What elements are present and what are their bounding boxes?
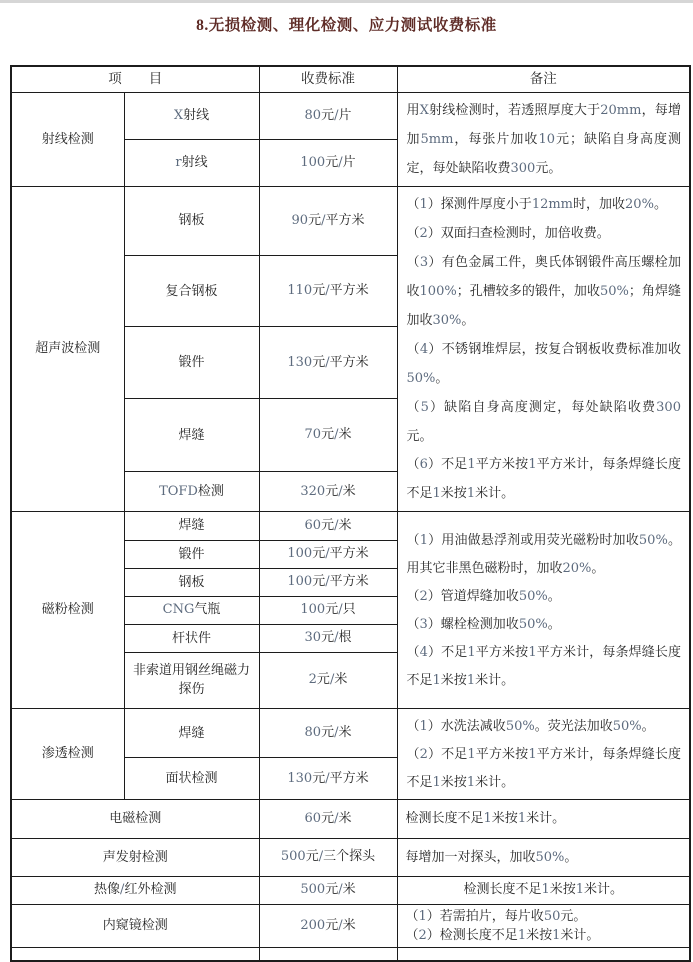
fee-cell: 500元/三个探头 <box>259 838 397 876</box>
item-cell: r射线 <box>124 139 259 186</box>
fee-cell: 90元/平方米 <box>259 186 397 256</box>
note-line: 用X射线检测时，若透照厚度大于20mm，每增加5mm，每张片加收10元；缺陷自身高度测定，每处缺陷收费300元。 <box>406 101 681 176</box>
item-cell: 复合钢板 <box>124 256 259 327</box>
table-row <box>11 904 690 947</box>
page-top-edge <box>0 0 693 3</box>
note-line: 每增加一对探头，加收50%。 <box>405 848 578 865</box>
item-cell: 焊缝 <box>124 511 259 540</box>
note-line: 检测长度不足1米按1米计。 <box>463 881 624 898</box>
partial-row <box>11 947 690 961</box>
fee-cell <box>259 947 397 961</box>
note-line: （2）不足1平方米按1平方米计，每条焊缝长度不足1米按1米计。 <box>406 745 681 790</box>
note-line: （4）不足1平方米按1平方米计，每条焊缝长度不足1米按1米计。 <box>406 643 681 688</box>
note-line: （2）检测长度不足1米按1米计。 <box>405 926 600 943</box>
fee-cell: 130元/平方米 <box>259 327 397 399</box>
fee-cell: 130元/平方米 <box>259 758 397 799</box>
item-cell: 非索道用钢丝绳磁力探伤 <box>124 652 259 708</box>
note-cell-ultrasonic <box>397 186 690 511</box>
item-cell: 焊缝 <box>124 399 259 472</box>
note-line: （1）若需拍片，每片收50元。 <box>405 907 587 924</box>
note-line: （6）不足1平方米按1平方米计，每条焊缝长度不足1米按1米计。 <box>406 455 681 501</box>
fee-cell: 100元/平方米 <box>259 540 397 568</box>
note-cell-endoscope <box>397 904 690 947</box>
item-cell: 钢板 <box>124 568 259 596</box>
category-ultrasonic: 超声波检测 <box>11 186 124 511</box>
fee-cell: 60元/米 <box>259 511 397 540</box>
doc-title: 8.无损检测、理化检测、应力测试收费标准 <box>196 17 497 34</box>
table-row <box>11 511 690 540</box>
note-line: （3）有色金属工件，奥氏体钢锻件高压螺栓加收100%；孔槽较多的锻件，加收50%；角焊缝加收30%。 <box>406 253 681 328</box>
table-row <box>11 186 690 256</box>
item-cell: 锻件 <box>124 327 259 399</box>
category-radiographic: 射线检测 <box>11 92 124 186</box>
table-row <box>11 708 690 758</box>
item-cell: 杆状件 <box>124 624 259 652</box>
note-cell-radiographic <box>397 92 690 186</box>
header-item: 项 目 <box>11 66 259 92</box>
item-cell: 焊缝 <box>124 708 259 758</box>
item-cell: TOFD检测 <box>124 472 259 511</box>
note-line: （5）缺陷自身高度测定，每处缺陷收费300元。 <box>406 398 681 443</box>
note-line: （2）管道焊缝加收50%。 <box>406 587 561 604</box>
fee-cell: 2元/米 <box>259 652 397 708</box>
note-line: 检测长度不足1米按1米计。 <box>405 810 566 826</box>
category-acoustic-emission: 声发射检测 <box>11 838 259 876</box>
item-cell: X射线 <box>124 92 259 139</box>
table-row <box>11 799 690 838</box>
category-endoscope: 内窥镜检测 <box>11 904 259 947</box>
category-magnetic: 磁粉检测 <box>11 511 124 708</box>
header-row <box>11 66 690 92</box>
note-line: （1）水洗法减收50%。荧光法加收50%。 <box>406 717 655 734</box>
item-cell <box>11 947 259 961</box>
note-cell-electromagnetic <box>397 799 690 838</box>
fee-cell: 70元/米 <box>259 399 397 472</box>
fee-cell: 80元/片 <box>259 92 397 139</box>
item-cell: 面状检测 <box>124 758 259 799</box>
fee-cell: 80元/米 <box>259 708 397 758</box>
note-line: （2）双面扫查检测时，加倍收费。 <box>406 224 610 241</box>
note-line: （4）不锈钢堆焊层，按复合钢板收费标准加收50%。 <box>406 340 681 386</box>
fee-cell: 110元/平方米 <box>259 256 397 327</box>
item-cell: 钢板 <box>124 186 259 256</box>
item-cell: CNG气瓶 <box>124 596 259 624</box>
fee-cell: 100元/平方米 <box>259 568 397 596</box>
fee-table <box>10 65 691 962</box>
table-row <box>11 876 690 904</box>
fee-cell: 320元/米 <box>259 472 397 511</box>
fee-cell: 500元/米 <box>259 876 397 904</box>
note-cell <box>397 947 690 961</box>
fee-cell: 100元/片 <box>259 139 397 186</box>
fee-cell: 30元/根 <box>259 624 397 652</box>
fee-cell: 200元/米 <box>259 904 397 947</box>
fee-cell: 100元/只 <box>259 596 397 624</box>
category-electromagnetic: 电磁检测 <box>11 799 259 838</box>
note-cell-thermal-infrared <box>397 876 690 904</box>
fee-cell: 60元/米 <box>259 799 397 838</box>
header-note: 备注 <box>397 66 690 92</box>
category-penetrant: 渗透检测 <box>11 708 124 799</box>
note-cell-magnetic <box>397 511 690 708</box>
note-cell-penetrant <box>397 708 690 799</box>
note-line: （1）用油做悬浮剂或用荧光磁粉时加收50%。用其它非黑色磁粉时，加收20%。 <box>406 531 681 576</box>
table-row <box>11 92 690 139</box>
category-thermal-infrared: 热像/红外检测 <box>11 876 259 904</box>
note-line: （3）螺栓检测加收50%。 <box>406 615 561 632</box>
header-fee: 收费标准 <box>259 66 397 92</box>
note-line: （1）探测件厚度小于12mm时，加收20%。 <box>406 195 667 212</box>
note-cell-acoustic-emission <box>397 838 690 876</box>
item-cell: 锻件 <box>124 540 259 568</box>
table-row <box>11 838 690 876</box>
